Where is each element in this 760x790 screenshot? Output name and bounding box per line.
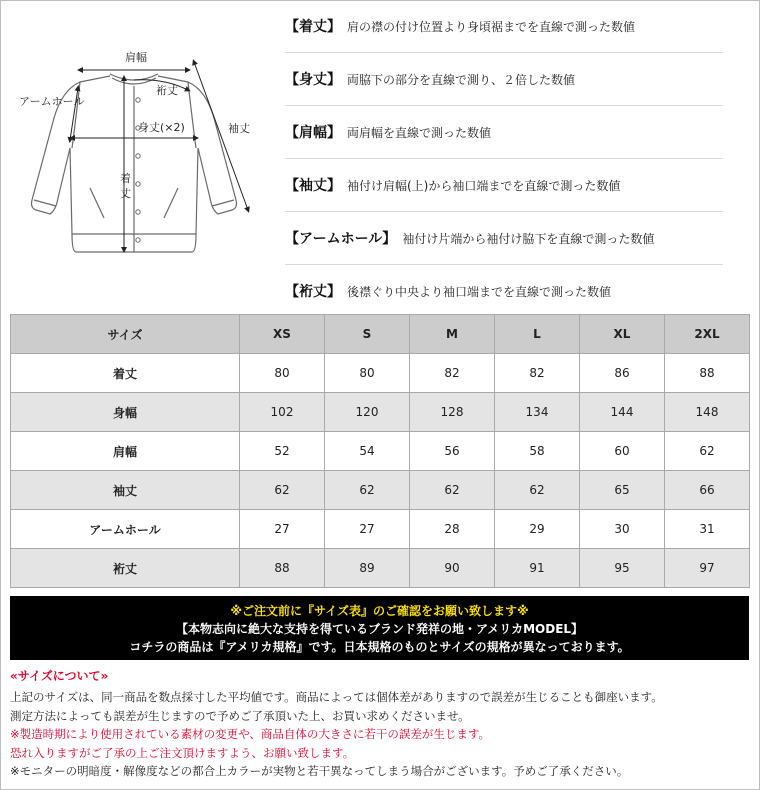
table-cell: 82 bbox=[495, 354, 580, 393]
header-cell: S bbox=[325, 315, 410, 354]
note-line-warning: ※製造時期により使用されている素材の変更や、商品自体の大きさに若干の誤差が生じます。 bbox=[10, 727, 490, 741]
table-cell: 80 bbox=[240, 354, 325, 393]
header-cell: L bbox=[495, 315, 580, 354]
table-cell: 82 bbox=[410, 354, 495, 393]
table-cell: 28 bbox=[410, 510, 495, 549]
table-cell: 62 bbox=[410, 471, 495, 510]
table-cell: 29 bbox=[495, 510, 580, 549]
label-length-top: 着 bbox=[120, 172, 131, 185]
table-cell: 88 bbox=[665, 354, 750, 393]
row-label: 袖丈 bbox=[11, 471, 240, 510]
row-label: 肩幅 bbox=[11, 432, 240, 471]
table-cell: 27 bbox=[240, 510, 325, 549]
table-cell: 95 bbox=[580, 549, 665, 588]
garment-diagram bbox=[14, 38, 264, 278]
table-cell: 62 bbox=[665, 432, 750, 471]
definition-row bbox=[285, 212, 723, 265]
notice-headline: ※ご注文前に『サイズ表』のご確認をお願い致します※ bbox=[230, 604, 529, 618]
note-line: 上記のサイズは、同一商品を数点採寸した平均値です。商品によっては個体差がありますので誤差が生じることも御座います。 bbox=[10, 690, 663, 704]
row-label: 身幅 bbox=[11, 393, 240, 432]
definition-row bbox=[285, 53, 723, 106]
definition-desc: 両脇下の部分を直線で測り、２倍した数値 bbox=[347, 72, 576, 87]
definition-term: 【アームホール】 bbox=[285, 231, 397, 247]
label-shoulder-width: 肩幅 bbox=[125, 51, 147, 64]
label-sleeve: 袖丈 bbox=[228, 122, 250, 135]
table-cell: 80 bbox=[325, 354, 410, 393]
definition-desc: 後襟ぐり中央より袖口端までを直線で測った数値 bbox=[347, 284, 612, 299]
note-line: ※モニターの明暗度・解像度などの都合上カラーが実物と若干異なってしまう場合がございます。予めご了承ください。 bbox=[10, 764, 629, 778]
table-cell: 30 bbox=[580, 510, 665, 549]
row-label: 着丈 bbox=[11, 354, 240, 393]
table-cell: 60 bbox=[580, 432, 665, 471]
label-length-bottom: 丈 bbox=[120, 187, 131, 200]
table-row bbox=[11, 549, 750, 588]
definition-term: 【袖丈】 bbox=[285, 178, 341, 194]
table-cell: 27 bbox=[325, 510, 410, 549]
table-cell: 148 bbox=[665, 393, 750, 432]
note-line: 測定方法によっても誤差が生じますので予めご了承頂いた上、お買い求めくださいませ。 bbox=[10, 708, 470, 723]
table-cell: 65 bbox=[580, 471, 665, 510]
header-cell: XS bbox=[240, 315, 325, 354]
definition-row bbox=[285, 265, 723, 317]
definition-desc: 袖付け肩幅(上)から袖口端までを直線で測った数値 bbox=[347, 178, 621, 193]
header-cell: XL bbox=[580, 315, 665, 354]
table-row bbox=[11, 354, 750, 393]
table-cell: 62 bbox=[495, 471, 580, 510]
table-cell: 31 bbox=[665, 510, 750, 549]
size-notes bbox=[10, 688, 750, 781]
definition-desc: 袖付け片端から袖付け脇下を直線で測った数値 bbox=[402, 231, 655, 246]
table-cell: 54 bbox=[325, 432, 410, 471]
table-cell: 66 bbox=[665, 471, 750, 510]
definition-term: 【着丈】 bbox=[285, 19, 341, 35]
definition-term: 【裄丈】 bbox=[285, 284, 341, 300]
table-cell: 62 bbox=[325, 471, 410, 510]
table-cell: 144 bbox=[580, 393, 665, 432]
definition-term: 【肩幅】 bbox=[285, 125, 341, 141]
notes-title: «サイズについて» bbox=[10, 669, 109, 683]
table-cell: 97 bbox=[665, 549, 750, 588]
table-row bbox=[11, 510, 750, 549]
jacket-illustration bbox=[14, 38, 264, 278]
definition-desc: 両肩幅を直線で測った数値 bbox=[347, 125, 492, 140]
definition-row bbox=[285, 159, 723, 212]
table-cell: 86 bbox=[580, 354, 665, 393]
definition-term: 【身丈】 bbox=[285, 72, 341, 88]
label-armhole: アームホール bbox=[19, 95, 85, 108]
size-table bbox=[10, 314, 750, 588]
notice-standard-line: コチラの商品は『アメリカ規格』です。日本規格のものとサイズの規格が異なっております。 bbox=[129, 640, 630, 654]
table-cell: 134 bbox=[495, 393, 580, 432]
label-body-width: 身丈(×2) bbox=[138, 121, 185, 134]
table-row bbox=[11, 393, 750, 432]
table-cell: 89 bbox=[325, 549, 410, 588]
notice-brand-line: 【本物志向に絶大な支持を得ているブランド発祥の地・アメリカMODEL】 bbox=[175, 622, 584, 636]
table-cell: 120 bbox=[325, 393, 410, 432]
table-header-row bbox=[11, 315, 750, 354]
table-cell: 102 bbox=[240, 393, 325, 432]
definition-row bbox=[285, 0, 723, 53]
table-cell: 52 bbox=[240, 432, 325, 471]
label-yuki: 裄丈 bbox=[156, 84, 178, 97]
row-label: アームホール bbox=[11, 510, 240, 549]
size-notice-banner bbox=[10, 596, 749, 660]
definition-desc: 肩の襟の付け位置より身頃裾までを直線で測った数値 bbox=[347, 19, 636, 34]
table-cell: 56 bbox=[410, 432, 495, 471]
table-cell: 62 bbox=[240, 471, 325, 510]
header-cell: サイズ bbox=[11, 315, 240, 354]
table-cell: 58 bbox=[495, 432, 580, 471]
header-cell: M bbox=[410, 315, 495, 354]
table-cell: 128 bbox=[410, 393, 495, 432]
header-cell: 2XL bbox=[665, 315, 750, 354]
row-label: 裄丈 bbox=[11, 549, 240, 588]
table-cell: 91 bbox=[495, 549, 580, 588]
table-row bbox=[11, 471, 750, 510]
table-cell: 88 bbox=[240, 549, 325, 588]
table-cell: 90 bbox=[410, 549, 495, 588]
measurement-definitions bbox=[285, 0, 723, 317]
definition-row bbox=[285, 106, 723, 159]
note-line-warning: 恐れ入りますがご了承の上ご注文頂けますよう、お願い致します。 bbox=[10, 745, 355, 760]
table-row bbox=[11, 432, 750, 471]
